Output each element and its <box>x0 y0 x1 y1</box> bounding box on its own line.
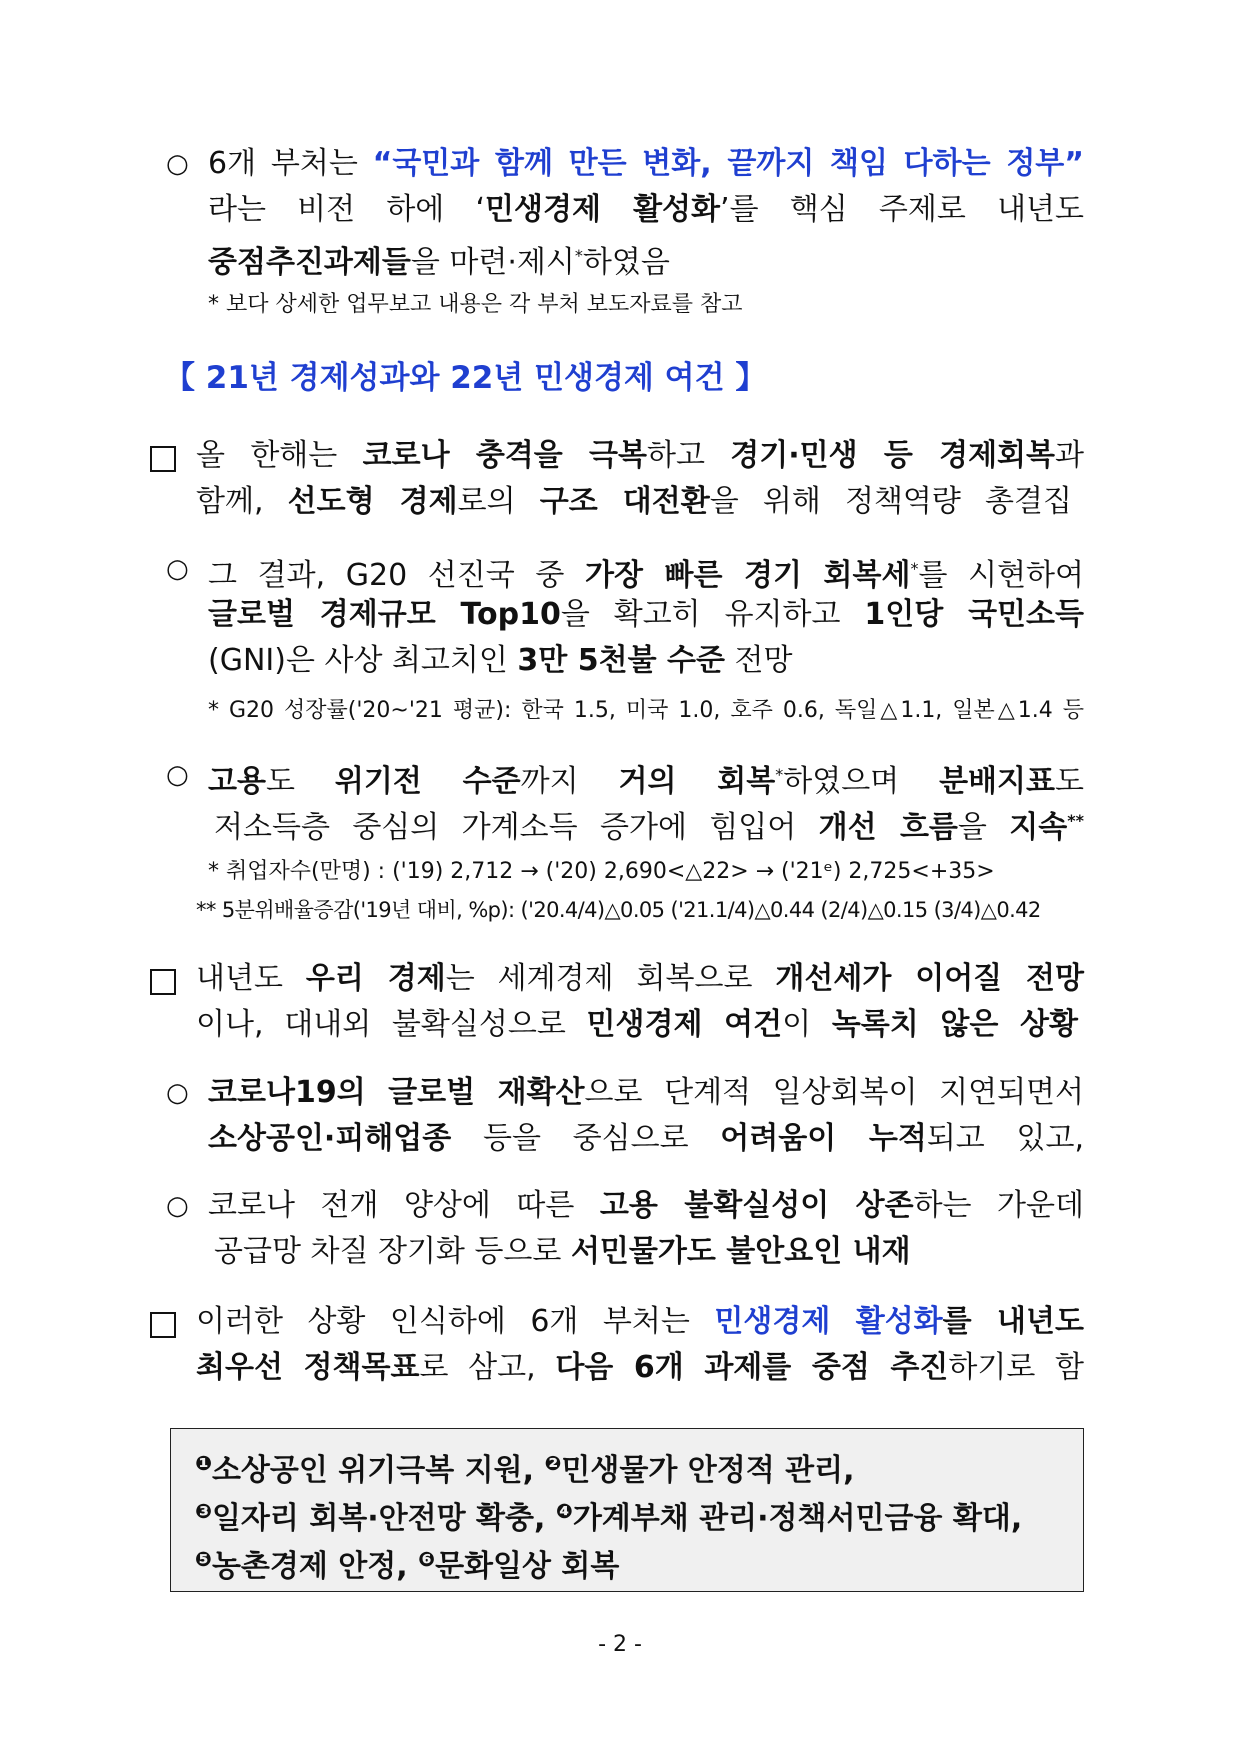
intro-line-3: 중점추진과제들을 마련·제시*하였음 <box>208 245 670 280</box>
s1-item1-line-3: (GNI)은 사상 최고치인 3만 5천불 수준 전망 <box>208 643 793 678</box>
task-number: ❻ <box>418 1547 436 1571</box>
task-label: 농촌경제 안정, <box>211 1549 408 1584</box>
tasks-line-1 <box>195 1443 855 1491</box>
bullet-circle: ○ <box>166 1078 189 1108</box>
s2-item1-line-1: 코로나19의 글로벌 재확산으로 단계적 일상회복이 지연되면서 <box>208 1075 1085 1110</box>
vision-quote: “국민과 함께 만든 변화, 끝까지 책임 다하는 정부” <box>372 146 1084 181</box>
task-number: ❸ <box>195 1499 212 1523</box>
task-label: 일자리 회복·안전망 확충, <box>211 1501 546 1536</box>
checkbox-square <box>150 969 176 995</box>
s2-item2-line-1: 코로나 전개 양상에 따른 고용 불확실성이 상존하는 가운데 <box>208 1188 1084 1223</box>
section3-line-2: 최우선 정책목표로 삼고, 다음 6개 과제를 중점 추진하기로 함 <box>196 1350 1084 1385</box>
checkbox-square <box>150 446 176 472</box>
tasks-box <box>170 1428 1084 1592</box>
checkbox-square <box>150 1312 176 1338</box>
section3-line-1: 이러한 상황 인식하에 6개 부처는 민생경제 활성화를 내년도 <box>196 1304 1084 1339</box>
bullet-circle: ○ <box>166 149 189 179</box>
tasks-line-3 <box>195 1539 619 1587</box>
s1-item2-line-1: 고용도 위기전 수준까지 거의 회복*하였으며 분배지표도 <box>208 764 1084 799</box>
intro-footnote: * 보다 상세한 업무보고 내용은 각 부처 보도자료를 참고 <box>208 292 743 317</box>
section-heading: 【 21년 경제성과와 22년 민생경제 여건 】 <box>164 360 767 396</box>
s1-item2-footnote-2: ** 5분위배율증감('19년 대비, %p): ('20.4/4)△0.05 ('21.1/4)△0.44 (2/4)△0.15 (3/4)△0.42 <box>196 898 1041 922</box>
s1-item1-line-1: 그 결과, G20 선진국 중 가장 빠른 경기 회복세*를 시현하여 <box>208 558 1085 593</box>
task-number: ❷ <box>544 1451 562 1475</box>
section1-line-2: 함께, 선도형 경제로의 구조 대전환을 위해 정책역량 총결집 <box>196 484 1072 519</box>
task-label: 민생물가 안정적 관리, <box>561 1453 855 1488</box>
tasks-line-2 <box>195 1491 1022 1539</box>
task-number: ❹ <box>555 1499 573 1523</box>
section1-line-1: 올 한해는 코로나 충격을 극복하고 경기·민생 등 경제회복과 <box>196 438 1085 473</box>
task-label: 가계부채 관리·정책서민금융 확대, <box>572 1501 1023 1536</box>
s1-item1-footnote: * G20 성장률('20~'21 평균): 한국 1.5, 미국 1.0, 호주 0.6, 독일△1.1, 일본△1.4 등 <box>208 698 1084 723</box>
section2-line-1: 내년도 우리 경제는 세계경제 회복으로 개선세가 이어질 전망 <box>196 961 1084 996</box>
task-number: ❺ <box>195 1547 212 1571</box>
section2-line-2: 이나, 대내외 불확실성으로 민생경제 여건이 녹록치 않은 상황 <box>196 1007 1078 1042</box>
s1-item2-line-2: 저소득층 중심의 가계소득 증가에 힘입어 개선 흐름을 지속** <box>214 810 1084 845</box>
task-label: 소상공인 위기극복 지원, <box>211 1453 535 1488</box>
bullet-circle: ○ <box>166 760 189 790</box>
s2-item2-line-2: 공급망 차질 장기화 등으로 서민물가도 불안요인 내재 <box>214 1234 911 1269</box>
task-number: ❶ <box>195 1451 212 1475</box>
s2-item1-line-2: 소상공인·피해업종 등을 중심으로 어려움이 누적되고 있고, <box>208 1121 1084 1156</box>
bullet-circle: ○ <box>166 554 189 584</box>
page-number: - 2 - <box>598 1632 642 1657</box>
s1-item2-footnote-1: * 취업자수(만명) : ('19) 2,712 → ('20) 2,690<△22> → ('21ᵉ) 2,725<+35> <box>208 859 995 884</box>
s1-item1-line-2: 글로벌 경제규모 Top10을 확고히 유지하고 1인당 국민소득 <box>208 597 1085 632</box>
intro-line-1: 6개 부처는 “국민과 함께 만든 변화, 끝까지 책임 다하는 정부” <box>208 146 1084 181</box>
bullet-circle: ○ <box>166 1191 189 1221</box>
task-label: 문화일상 회복 <box>435 1549 620 1584</box>
intro-line-2: 라는 비전 하에 ‘민생경제 활성화’를 핵심 주제로 내년도 <box>208 192 1085 227</box>
